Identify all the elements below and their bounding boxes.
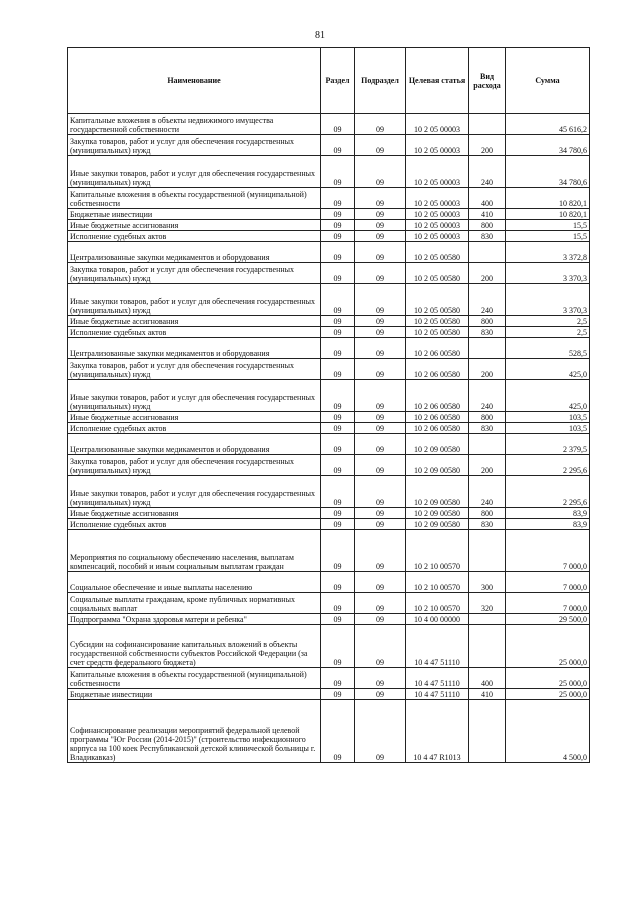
row-type-cell (469, 700, 506, 763)
row-section-cell: 09 (321, 455, 355, 476)
row-target-cell: 10 2 09 00580 (406, 508, 469, 519)
row-subsection-cell: 09 (355, 284, 406, 316)
row-section-cell: 09 (321, 700, 355, 763)
row-name-cell: Капитальные вложения в объекты недвижимого имущества государственной собственности (68, 114, 321, 135)
row-type-cell: 800 (469, 316, 506, 327)
row-target-cell: 10 2 05 00003 (406, 156, 469, 188)
table-row (68, 114, 590, 135)
row-target-cell: 10 2 05 00580 (406, 316, 469, 327)
row-name-cell: Иные закупки товаров, работ и услуг для обеспечения государственных (муниципальных) нужд (68, 284, 321, 316)
row-sum-cell: 2,5 (506, 316, 590, 327)
row-type-cell: 800 (469, 508, 506, 519)
row-name-cell: Софинансирование реализации мероприятий федеральной целевой программы "Юг России (2014-2015)" (строительство инфекционного корпуса на 100 коек Республиканской детской клинической больницы г. Владикавказ) (68, 700, 321, 763)
header-name: Наименование (68, 48, 321, 114)
header-target-item: Целевая статья (406, 48, 469, 114)
row-sum-cell: 34 780,6 (506, 135, 590, 156)
row-subsection-cell: 09 (355, 359, 406, 380)
row-sum-cell: 3 372,8 (506, 242, 590, 263)
row-section-cell: 09 (321, 209, 355, 220)
table-row (68, 209, 590, 220)
row-name-cell: Иные бюджетные ассигнования (68, 412, 321, 423)
row-target-cell: 10 2 06 00580 (406, 423, 469, 434)
row-sum-cell: 25 000,0 (506, 625, 590, 668)
row-target-cell: 10 4 00 00000 (406, 614, 469, 625)
row-type-cell: 240 (469, 284, 506, 316)
table-row (68, 455, 590, 476)
row-name-cell: Иные закупки товаров, работ и услуг для обеспечения государственных (муниципальных) нужд (68, 156, 321, 188)
row-sum-cell: 425,0 (506, 380, 590, 412)
table-row (68, 423, 590, 434)
table-row (68, 593, 590, 614)
row-subsection-cell: 09 (355, 135, 406, 156)
row-section-cell: 09 (321, 668, 355, 689)
row-subsection-cell: 09 (355, 614, 406, 625)
row-type-cell: 300 (469, 572, 506, 593)
row-target-cell: 10 2 06 00580 (406, 412, 469, 423)
row-target-cell: 10 4 47 51110 (406, 689, 469, 700)
row-sum-cell: 3 370,3 (506, 263, 590, 284)
row-name-cell: Закупка товаров, работ и услуг для обеспечения государственных (муниципальных) нужд (68, 263, 321, 284)
table-row (68, 572, 590, 593)
row-type-cell (469, 614, 506, 625)
row-type-cell: 830 (469, 519, 506, 530)
table-row (68, 508, 590, 519)
row-subsection-cell: 09 (355, 327, 406, 338)
row-name-cell: Централизованные закупки медикаментов и оборудования (68, 242, 321, 263)
table-row (68, 434, 590, 455)
row-type-cell (469, 338, 506, 359)
table-row (68, 614, 590, 625)
row-sum-cell: 29 500,0 (506, 614, 590, 625)
table-body (68, 114, 590, 763)
row-name-cell: Закупка товаров, работ и услуг для обеспечения государственных (муниципальных) нужд (68, 455, 321, 476)
row-type-cell: 830 (469, 231, 506, 242)
header-subsection: Подраздел (355, 48, 406, 114)
table-row (68, 188, 590, 209)
row-section-cell: 09 (321, 156, 355, 188)
row-target-cell: 10 2 09 00580 (406, 455, 469, 476)
row-subsection-cell: 09 (355, 668, 406, 689)
row-type-cell (469, 114, 506, 135)
row-section-cell: 09 (321, 327, 355, 338)
header-sum: Сумма (506, 48, 590, 114)
row-subsection-cell: 09 (355, 188, 406, 209)
row-type-cell: 320 (469, 593, 506, 614)
row-target-cell: 10 2 05 00003 (406, 231, 469, 242)
row-subsection-cell: 09 (355, 114, 406, 135)
row-name-cell: Мероприятия по социальному обеспечению населения, выплатам компенсаций, пособий и иным социальным выплатам граждан (68, 530, 321, 572)
row-target-cell: 10 2 05 00003 (406, 209, 469, 220)
row-subsection-cell: 09 (355, 220, 406, 231)
row-subsection-cell: 09 (355, 423, 406, 434)
row-target-cell: 10 2 05 00003 (406, 220, 469, 231)
table-row (68, 220, 590, 231)
table-row (68, 338, 590, 359)
row-type-cell: 200 (469, 135, 506, 156)
row-subsection-cell: 09 (355, 380, 406, 412)
table-row (68, 625, 590, 668)
row-target-cell: 10 2 09 00580 (406, 519, 469, 530)
row-name-cell: Подпрограмма "Охрана здоровья матери и ребенка" (68, 614, 321, 625)
row-section-cell: 09 (321, 572, 355, 593)
row-sum-cell: 83,9 (506, 508, 590, 519)
row-type-cell: 200 (469, 359, 506, 380)
row-sum-cell: 2,5 (506, 327, 590, 338)
row-sum-cell: 15,5 (506, 231, 590, 242)
row-subsection-cell: 09 (355, 338, 406, 359)
budget-table (67, 47, 590, 763)
row-section-cell: 09 (321, 263, 355, 284)
row-section-cell: 09 (321, 135, 355, 156)
row-name-cell: Иные бюджетные ассигнования (68, 508, 321, 519)
row-section-cell: 09 (321, 519, 355, 530)
row-target-cell: 10 2 09 00580 (406, 434, 469, 455)
row-type-cell: 400 (469, 188, 506, 209)
row-name-cell: Исполнение судебных актов (68, 519, 321, 530)
row-subsection-cell: 09 (355, 689, 406, 700)
row-name-cell: Иные закупки товаров, работ и услуг для обеспечения государственных (муниципальных) нужд (68, 476, 321, 508)
row-sum-cell: 25 000,0 (506, 689, 590, 700)
row-type-cell: 800 (469, 412, 506, 423)
row-name-cell: Бюджетные инвестиции (68, 209, 321, 220)
row-section-cell: 09 (321, 114, 355, 135)
row-target-cell: 10 2 10 00570 (406, 530, 469, 572)
row-sum-cell: 3 370,3 (506, 284, 590, 316)
table-row (68, 519, 590, 530)
row-type-cell: 830 (469, 327, 506, 338)
row-sum-cell: 25 000,0 (506, 668, 590, 689)
row-subsection-cell: 09 (355, 593, 406, 614)
row-sum-cell: 7 000,0 (506, 593, 590, 614)
row-subsection-cell: 09 (355, 412, 406, 423)
row-section-cell: 09 (321, 689, 355, 700)
row-name-cell: Капитальные вложения в объекты государственной (муниципальной) собственности (68, 668, 321, 689)
row-type-cell: 400 (469, 668, 506, 689)
row-target-cell: 10 2 05 00003 (406, 135, 469, 156)
row-sum-cell: 45 616,2 (506, 114, 590, 135)
row-section-cell: 09 (321, 593, 355, 614)
row-section-cell: 09 (321, 434, 355, 455)
row-sum-cell: 34 780,6 (506, 156, 590, 188)
row-section-cell: 09 (321, 220, 355, 231)
row-subsection-cell: 09 (355, 263, 406, 284)
table-row (68, 359, 590, 380)
row-name-cell: Иные закупки товаров, работ и услуг для обеспечения государственных (муниципальных) нужд (68, 380, 321, 412)
row-subsection-cell: 09 (355, 508, 406, 519)
table-row (68, 231, 590, 242)
row-sum-cell: 2 295,6 (506, 476, 590, 508)
row-type-cell: 830 (469, 423, 506, 434)
row-section-cell: 09 (321, 508, 355, 519)
header-expense-type: Вид расхода (469, 48, 506, 114)
row-section-cell: 09 (321, 359, 355, 380)
row-section-cell: 09 (321, 412, 355, 423)
row-sum-cell: 7 000,0 (506, 572, 590, 593)
row-type-cell: 240 (469, 380, 506, 412)
table-row (68, 263, 590, 284)
row-subsection-cell: 09 (355, 572, 406, 593)
row-section-cell: 09 (321, 242, 355, 263)
row-target-cell: 10 2 06 00580 (406, 338, 469, 359)
row-target-cell: 10 2 05 00580 (406, 284, 469, 316)
row-subsection-cell: 09 (355, 316, 406, 327)
table-row (68, 412, 590, 423)
row-section-cell: 09 (321, 284, 355, 316)
row-target-cell: 10 2 05 00580 (406, 242, 469, 263)
row-subsection-cell: 09 (355, 530, 406, 572)
table-row (68, 476, 590, 508)
row-type-cell: 240 (469, 476, 506, 508)
row-name-cell: Исполнение судебных актов (68, 327, 321, 338)
row-subsection-cell: 09 (355, 434, 406, 455)
row-target-cell: 10 2 10 00570 (406, 593, 469, 614)
row-name-cell: Закупка товаров, работ и услуг для обеспечения государственных (муниципальных) нужд (68, 359, 321, 380)
table-row (68, 135, 590, 156)
row-section-cell: 09 (321, 188, 355, 209)
row-name-cell: Социальное обеспечение и иные выплаты населению (68, 572, 321, 593)
row-type-cell (469, 242, 506, 263)
row-target-cell: 10 2 10 00570 (406, 572, 469, 593)
row-sum-cell: 15,5 (506, 220, 590, 231)
row-subsection-cell: 09 (355, 476, 406, 508)
row-name-cell: Иные бюджетные ассигнования (68, 316, 321, 327)
row-type-cell (469, 434, 506, 455)
row-sum-cell: 7 000,0 (506, 530, 590, 572)
row-target-cell: 10 2 06 00580 (406, 359, 469, 380)
row-type-cell: 200 (469, 263, 506, 284)
row-sum-cell: 4 500,0 (506, 700, 590, 763)
row-subsection-cell: 09 (355, 625, 406, 668)
row-target-cell: 10 4 47 51110 (406, 668, 469, 689)
row-subsection-cell: 09 (355, 455, 406, 476)
row-target-cell: 10 2 05 00580 (406, 327, 469, 338)
row-name-cell: Исполнение судебных актов (68, 231, 321, 242)
row-section-cell: 09 (321, 380, 355, 412)
row-section-cell: 09 (321, 423, 355, 434)
row-section-cell: 09 (321, 476, 355, 508)
table-header-row (68, 48, 590, 114)
row-sum-cell: 2 379,5 (506, 434, 590, 455)
row-name-cell: Закупка товаров, работ и услуг для обеспечения государственных (муниципальных) нужд (68, 135, 321, 156)
row-name-cell: Централизованные закупки медикаментов и оборудования (68, 338, 321, 359)
row-section-cell: 09 (321, 316, 355, 327)
row-target-cell: 10 2 05 00003 (406, 114, 469, 135)
table-row (68, 700, 590, 763)
table-row (68, 242, 590, 263)
row-type-cell (469, 625, 506, 668)
table-row (68, 284, 590, 316)
row-sum-cell: 103,5 (506, 423, 590, 434)
row-target-cell: 10 2 09 00580 (406, 476, 469, 508)
row-name-cell: Иные бюджетные ассигнования (68, 220, 321, 231)
row-target-cell: 10 2 05 00003 (406, 188, 469, 209)
row-subsection-cell: 09 (355, 231, 406, 242)
row-subsection-cell: 09 (355, 242, 406, 263)
row-sum-cell: 2 295,6 (506, 455, 590, 476)
row-section-cell: 09 (321, 614, 355, 625)
row-subsection-cell: 09 (355, 156, 406, 188)
row-name-cell: Бюджетные инвестиции (68, 689, 321, 700)
row-sum-cell: 425,0 (506, 359, 590, 380)
row-sum-cell: 83,9 (506, 519, 590, 530)
row-sum-cell: 10 820,1 (506, 209, 590, 220)
row-type-cell: 410 (469, 209, 506, 220)
row-type-cell: 800 (469, 220, 506, 231)
row-type-cell: 240 (469, 156, 506, 188)
row-section-cell: 09 (321, 338, 355, 359)
row-name-cell: Капитальные вложения в объекты государственной (муниципальной) собственности (68, 188, 321, 209)
row-target-cell: 10 2 06 00580 (406, 380, 469, 412)
table-row (68, 668, 590, 689)
row-target-cell: 10 4 47 R1013 (406, 700, 469, 763)
row-type-cell: 200 (469, 455, 506, 476)
row-name-cell: Централизованные закупки медикаментов и оборудования (68, 434, 321, 455)
page-number: 81 (315, 30, 325, 41)
row-target-cell: 10 4 47 51110 (406, 625, 469, 668)
row-section-cell: 09 (321, 231, 355, 242)
row-type-cell (469, 530, 506, 572)
row-name-cell: Социальные выплаты гражданам, кроме публичных нормативных социальных выплат (68, 593, 321, 614)
row-section-cell: 09 (321, 625, 355, 668)
row-subsection-cell: 09 (355, 209, 406, 220)
table-row (68, 327, 590, 338)
table-row (68, 689, 590, 700)
table-row (68, 380, 590, 412)
row-name-cell: Исполнение судебных актов (68, 423, 321, 434)
row-subsection-cell: 09 (355, 700, 406, 763)
row-name-cell: Субсидии на софинансирование капитальных вложений в объекты государственной собственности субъектов Российской Федерации (за счет средств федерального бюджета) (68, 625, 321, 668)
row-section-cell: 09 (321, 530, 355, 572)
row-type-cell: 410 (469, 689, 506, 700)
table-row (68, 530, 590, 572)
row-target-cell: 10 2 05 00580 (406, 263, 469, 284)
row-subsection-cell: 09 (355, 519, 406, 530)
row-sum-cell: 10 820,1 (506, 188, 590, 209)
table-row (68, 156, 590, 188)
header-section: Раздел (321, 48, 355, 114)
table-row (68, 316, 590, 327)
row-sum-cell: 528,5 (506, 338, 590, 359)
row-sum-cell: 103,5 (506, 412, 590, 423)
